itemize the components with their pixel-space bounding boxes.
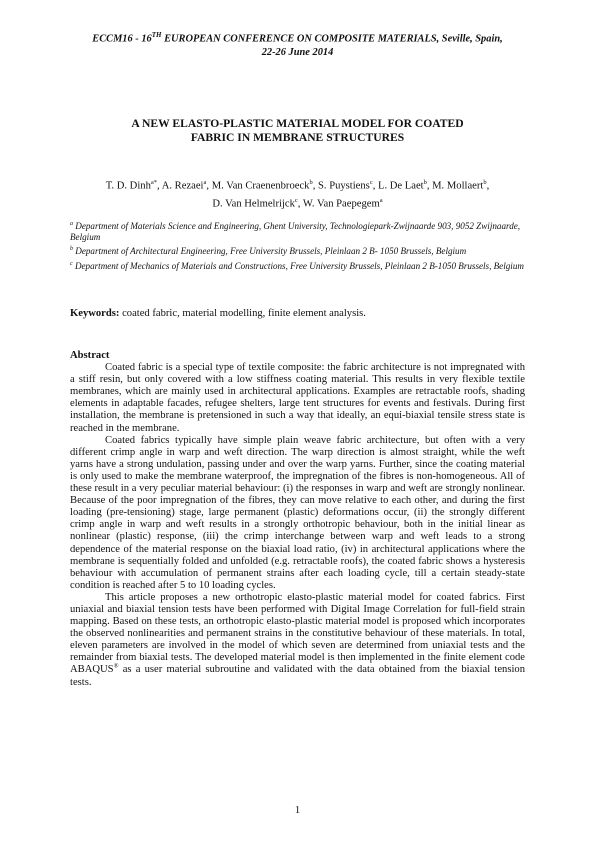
author: T. D. Dinh — [105, 180, 151, 192]
author-affil-sup: c — [294, 197, 298, 205]
author: M. Mollaert — [432, 180, 484, 192]
keywords-label: Keywords: — [70, 308, 120, 319]
registered-mark: ® — [113, 662, 119, 670]
affiliation: $^b$ Department of Architectural Engineering, Free University Brussels, Pleinlaan 2 B- 1050 Brussels, Belgium — [70, 246, 467, 257]
conference-line-1 — [40, 28, 555, 46]
conference-header — [40, 28, 555, 60]
abstract-paragraph-2: Coated fabrics typically have simple plain weave fabric architecture, but often with a very different crimp angle in warp and weft direction. The warp direction is almost straight, while the weft yarns have a strong undulation, passing under and over the warp yarns. Further, since the coating material is only used to make the membrane waterproof, the impregnation of the fibres is non-homogeneous. All of these result in a very peculiar material behaviour: (i) the responses in warp and weft are strongly nonlinear. Because of the poor impregnation of the fibres, they can move relative to each other, and during the first loading (pre-tensioning) stage, large permanent (plastic) deformations occur, (ii) the strongly different crimp angle in warp and weft results in a strongly orthotropic behaviour, both in the initial linear as nonlinear (plastic) response, (iii) the crimp interchange between warp and weft leads to a strong dependence of the material response on the biaxial load ratio, (iv) in architectural applications where the membrane is sequentially folded and unfolded (e.g. retractable roofs), the coated fabric shows a hysteresis behaviour with accumulation of permanent strains after each loading cycle, till a certain steady-state condition is reached after 5 to 10 loading cycles. — [70, 434, 525, 591]
page-number: 1 — [294, 805, 301, 816]
author-affil-sup: a* — [150, 179, 158, 186]
author: S. Puystiens — [318, 180, 370, 192]
author-affil-sup: b — [423, 179, 427, 186]
keywords — [70, 307, 530, 321]
author: D. Van Helmelrijck — [212, 198, 295, 210]
author: L. De Laet — [378, 180, 424, 192]
conference-dates: 22-26 June 2014 — [261, 47, 334, 59]
author: M. Van Craenenbroeck — [211, 180, 310, 192]
abstract-paragraph-1: Coated fabric is a special type of textile composite: the fabric architecture is not impregnated with a stiff resin, but only covered with a low stiffness coating material. This results in very flexible textile membranes, which are mainly used in architectural applications. Examples are retractable roofs, shading elements in adaptable facades, refugee shelters, large tent structures for events and festivals. During first installation, the membrane is pretensioned in such a way that ideally, an equi-biaxial tensile stress state is reached in the membrane. — [70, 362, 525, 434]
abstract-paragraph-3: This article proposes a new orthotropic elasto-plastic material model for coated fabrics. First uniaxial and biaxial tension tests have been performed with Digital Image Correlation for full-field strain mapping. Based on these tests, an orthotropic elasto-plastic material model is proposed which incorporates the observed nonlinearities and permanent strains in the constitutive behaviour of these materials. In total, eleven parameters are involved in the model of which seven are determined from uniaxial tests and the remainder from biaxial tests. The developed material model is then implemented in the finite element code ABAQUS® as a user material subroutine and validated with the data obtained from the biaxial tension tests. — [70, 591, 525, 688]
affiliation: $^a$ Department of Materials Science and Engineering, Ghent University, Technologiepark-Zwijnaarde 903, 9052 Zwijnaarde, Belgium — [70, 221, 521, 243]
author-affil-sup: a — [203, 179, 207, 186]
author-affil-sup: b — [483, 179, 487, 186]
affiliations — [70, 219, 530, 273]
abstract-heading: Abstract — [70, 350, 110, 361]
author-line-2: D. Van Helmelrijck$^c$, W. Van Paepegem$^a$ — [212, 197, 383, 210]
author-list — [60, 176, 535, 212]
conference-name-rest: EUROPEAN CONFERENCE ON COMPOSITE MATERIALS, Seville, Spain, — [161, 33, 503, 45]
paper-title — [60, 117, 535, 145]
conference-name-prefix: ECCM16 - 16 — [92, 33, 152, 45]
author-affil-sup: b — [309, 179, 313, 186]
author: A. Rezaei — [161, 180, 204, 192]
author-affil-sup: c — [369, 179, 373, 186]
title-line-1: A NEW ELASTO-PLASTIC MATERIAL MODEL FOR COATED — [131, 117, 464, 130]
affiliation: $^c$ Department of Mechanics of Materials and Constructions, Free University Brussels, Pleinlaan 2 B-1050 Brussels, Belgium — [70, 260, 524, 271]
author-line-1: T. D. Dinh$^{a*}$, A. Rezaei$^a$, M. Van Craenenbroeck$^b$, S. Puystiens$^c$, L. De Laet$^b$, M. Mollaert$^b$, — [105, 179, 490, 192]
conference-ordinal-sup: TH — [151, 31, 162, 39]
title-line-2: FABRIC IN MEMBRANE STRUCTURES — [190, 131, 405, 144]
keywords-text: coated fabric, material modelling, finite element analysis. — [119, 308, 366, 319]
abstract-section — [70, 350, 525, 689]
author-affil-sup: a — [379, 197, 383, 205]
author: W. Van Paepegem — [302, 198, 380, 210]
